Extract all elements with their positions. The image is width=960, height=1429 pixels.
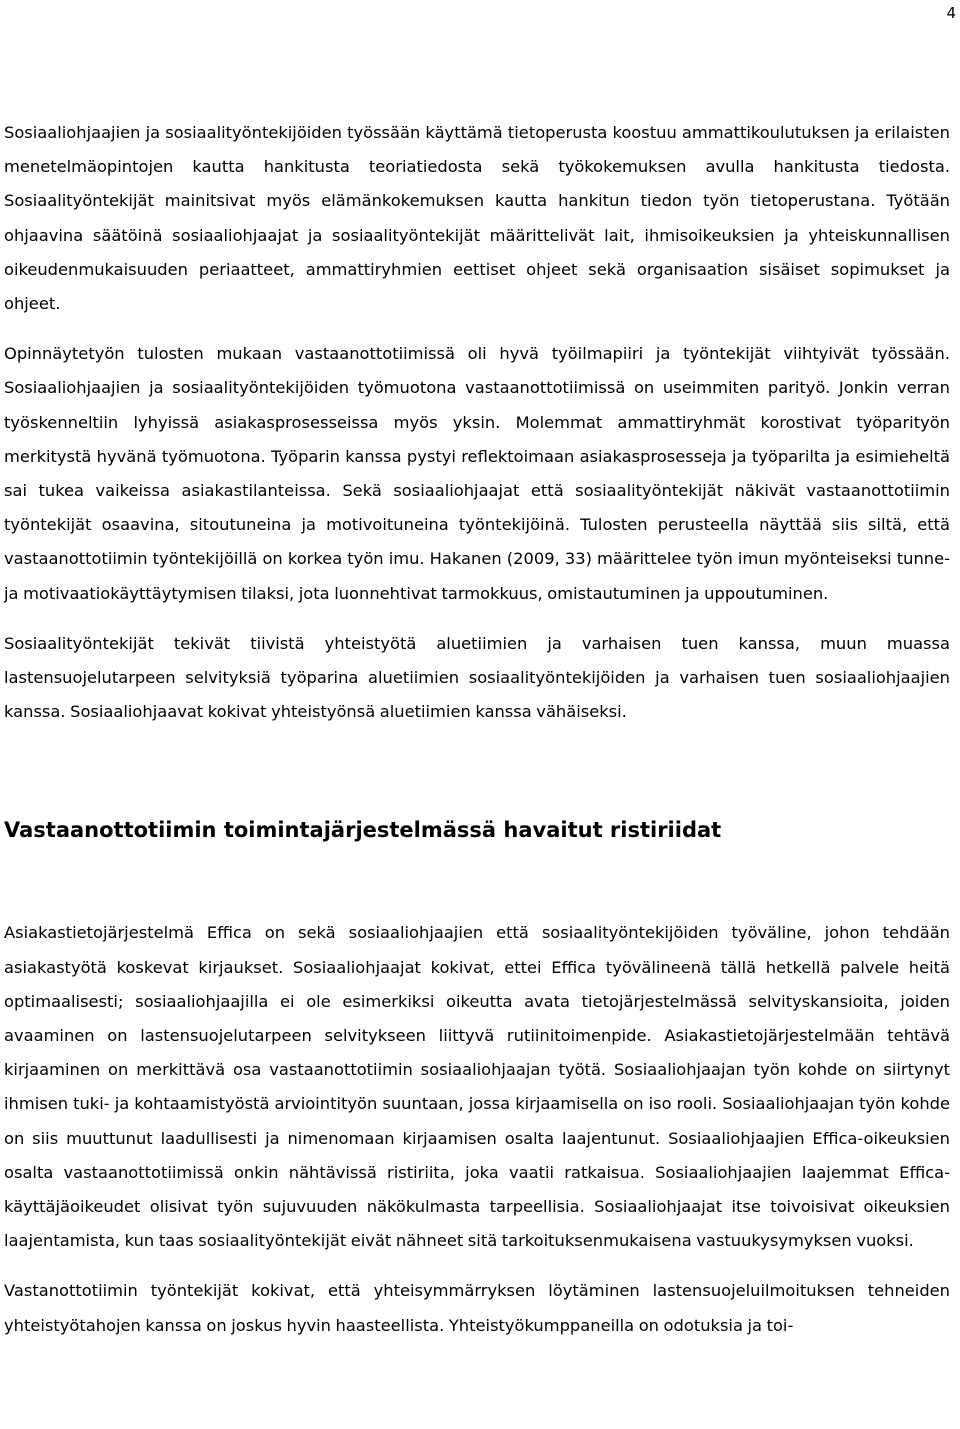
- paragraph-work-atmosphere: Opinnäytetyön tulosten mukaan vastaanottotiimissä oli hyvä työilmapiiri ja työntekijät viihtyivät työssään. Sosiaaliohjaajien ja sosiaalityöntekijöiden työmuotona vastaanottotiimissä on useimmiten parityö. Jonkin verran työskenneltiin lyhyissä asiakasprosesseissa myös yksin. Molemmat ammattiryhmät korostivat työparityön merkitystä hyvänä työmuotona. Työparin kanssa pystyi reflektoimaan asiakasprosesseja ja työparilta ja esimieheltä sai tukea vaikeissa asiakastilanteissa. Sekä sosiaaliohjaajat että sosiaalityöntekijät näkivät vastaanottotiimin työntekijät osaavina, sitoutuneina ja motivoituneina työntekijöinä. Tulosten perusteella näyttää siis siltä, että vastaanottotiimin työntekijöillä on korkea työn imu. Hakanen (2009, 33) määrittelee työn imun myönteiseksi tunne- ja motivaatiokäyttäytymisen tilaksi, jota luonnehtivat tarmokkuus, omistautuminen ja uppoutuminen.: [4, 344, 950, 603]
- section-heading: Vastaanottotiimin toimintajärjestelmässä havaitut ristiriidat: [4, 818, 722, 843]
- paragraph-partners: Vastanottotiimin työntekijät kokivat, että yhteisymmärryksen löytäminen lastensuojeluilmoituksen tehneiden yhteistyötahojen kanssa on joskus hyvin haasteellista. Yhteistyökumppaneilla on odotuksia ja toi-: [4, 1281, 950, 1335]
- paragraph-cooperation: Sosiaalityöntekijät tekivät tiivistä yhteistyötä aluetiimien ja varhaisen tuen kanssa, muun muassa lastensuojelutarpeen selvityksiä työparina aluetiimien sosiaalityöntekijöiden ja varhaisen tuen sosiaaliohjaajien kanssa. Sosiaaliohjaavat kokivat yhteistyönsä aluetiimien kanssa vähäiseksi.: [4, 633, 950, 722]
- page-number: 4: [946, 4, 956, 22]
- paragraph-knowledge-base: Sosiaaliohjaajien ja sosiaalityöntekijöiden työssään käyttämä tietoperusta koostuu ammattikoulutuksen ja erilaisten menetelmäopintojen kautta hankitusta teoriatiedosta sekä työkokemuksen avulla hankitusta tiedosta. Sosiaalityöntekijät mainitsivat myös elämänkokemuksen kautta hankitun tiedon työn tietoperustana. Työtään ohjaavina säätöinä sosiaaliohjaajat ja sosiaalityöntekijät määrittelivät lait, ihmisoikeuksien ja yhteiskunnallisen oikeudenmukaisuuden periaatteet, ammattiryhmien eettiset ohjeet sekä organisaation sisäiset sopimukset ja ohjeet.: [4, 123, 950, 314]
- paragraph-effica: Asiakastietojärjestelmä Effica on sekä sosiaaliohjaajien että sosiaalityöntekijöiden työväline, johon tehdään asiakastyötä koskevat kirjaukset. Sosiaaliohjaajat kokivat, ettei Effica työvälineenä tällä hetkellä palvele heitä optimaalisesti; sosiaaliohjaajilla ei ole esimerkiksi oikeutta avata tietojärjestelmässä selvityskansioita, joiden avaaminen on lastensuojelutarpeen selvitykseen liittyvä rutiinitoimenpide. Asiakastietojärjestelmään tehtävä kirjaaminen on merkittävä osa vastaanottotiimin sosiaaliohjaajan työtä. Sosiaaliohjaajan työn kohde on siirtynyt ihmisen tuki- ja kohtaamistyöstä arviointityön suuntaan, jossa kirjaamisella on iso rooli. Sosiaaliohjaajan työn kohde on siis muuttunut laadullisesti ja nimenomaan kirjaamisen osalta laajentunut. Sosiaaliohjaajien Effica-oikeuksien osalta vastaanottotiimissä onkin nähtävissä ristiriita, joka vaatii ratkaisua. Sosiaaliohjaajien laajemmat Effica-käyttäjäoikeudet olisivat työn sujuvuuden näkökulmasta tarpeellisia. Sosiaaliohjaajat itse toivoisivat oikeuksien laajentamista, kun taas sosiaalityöntekijät eivät nähneet sitä tarkoituksenmukaisena vastuukysymyksen vuoksi.: [4, 923, 950, 1251]
- document-body: [4, 116, 950, 1343]
